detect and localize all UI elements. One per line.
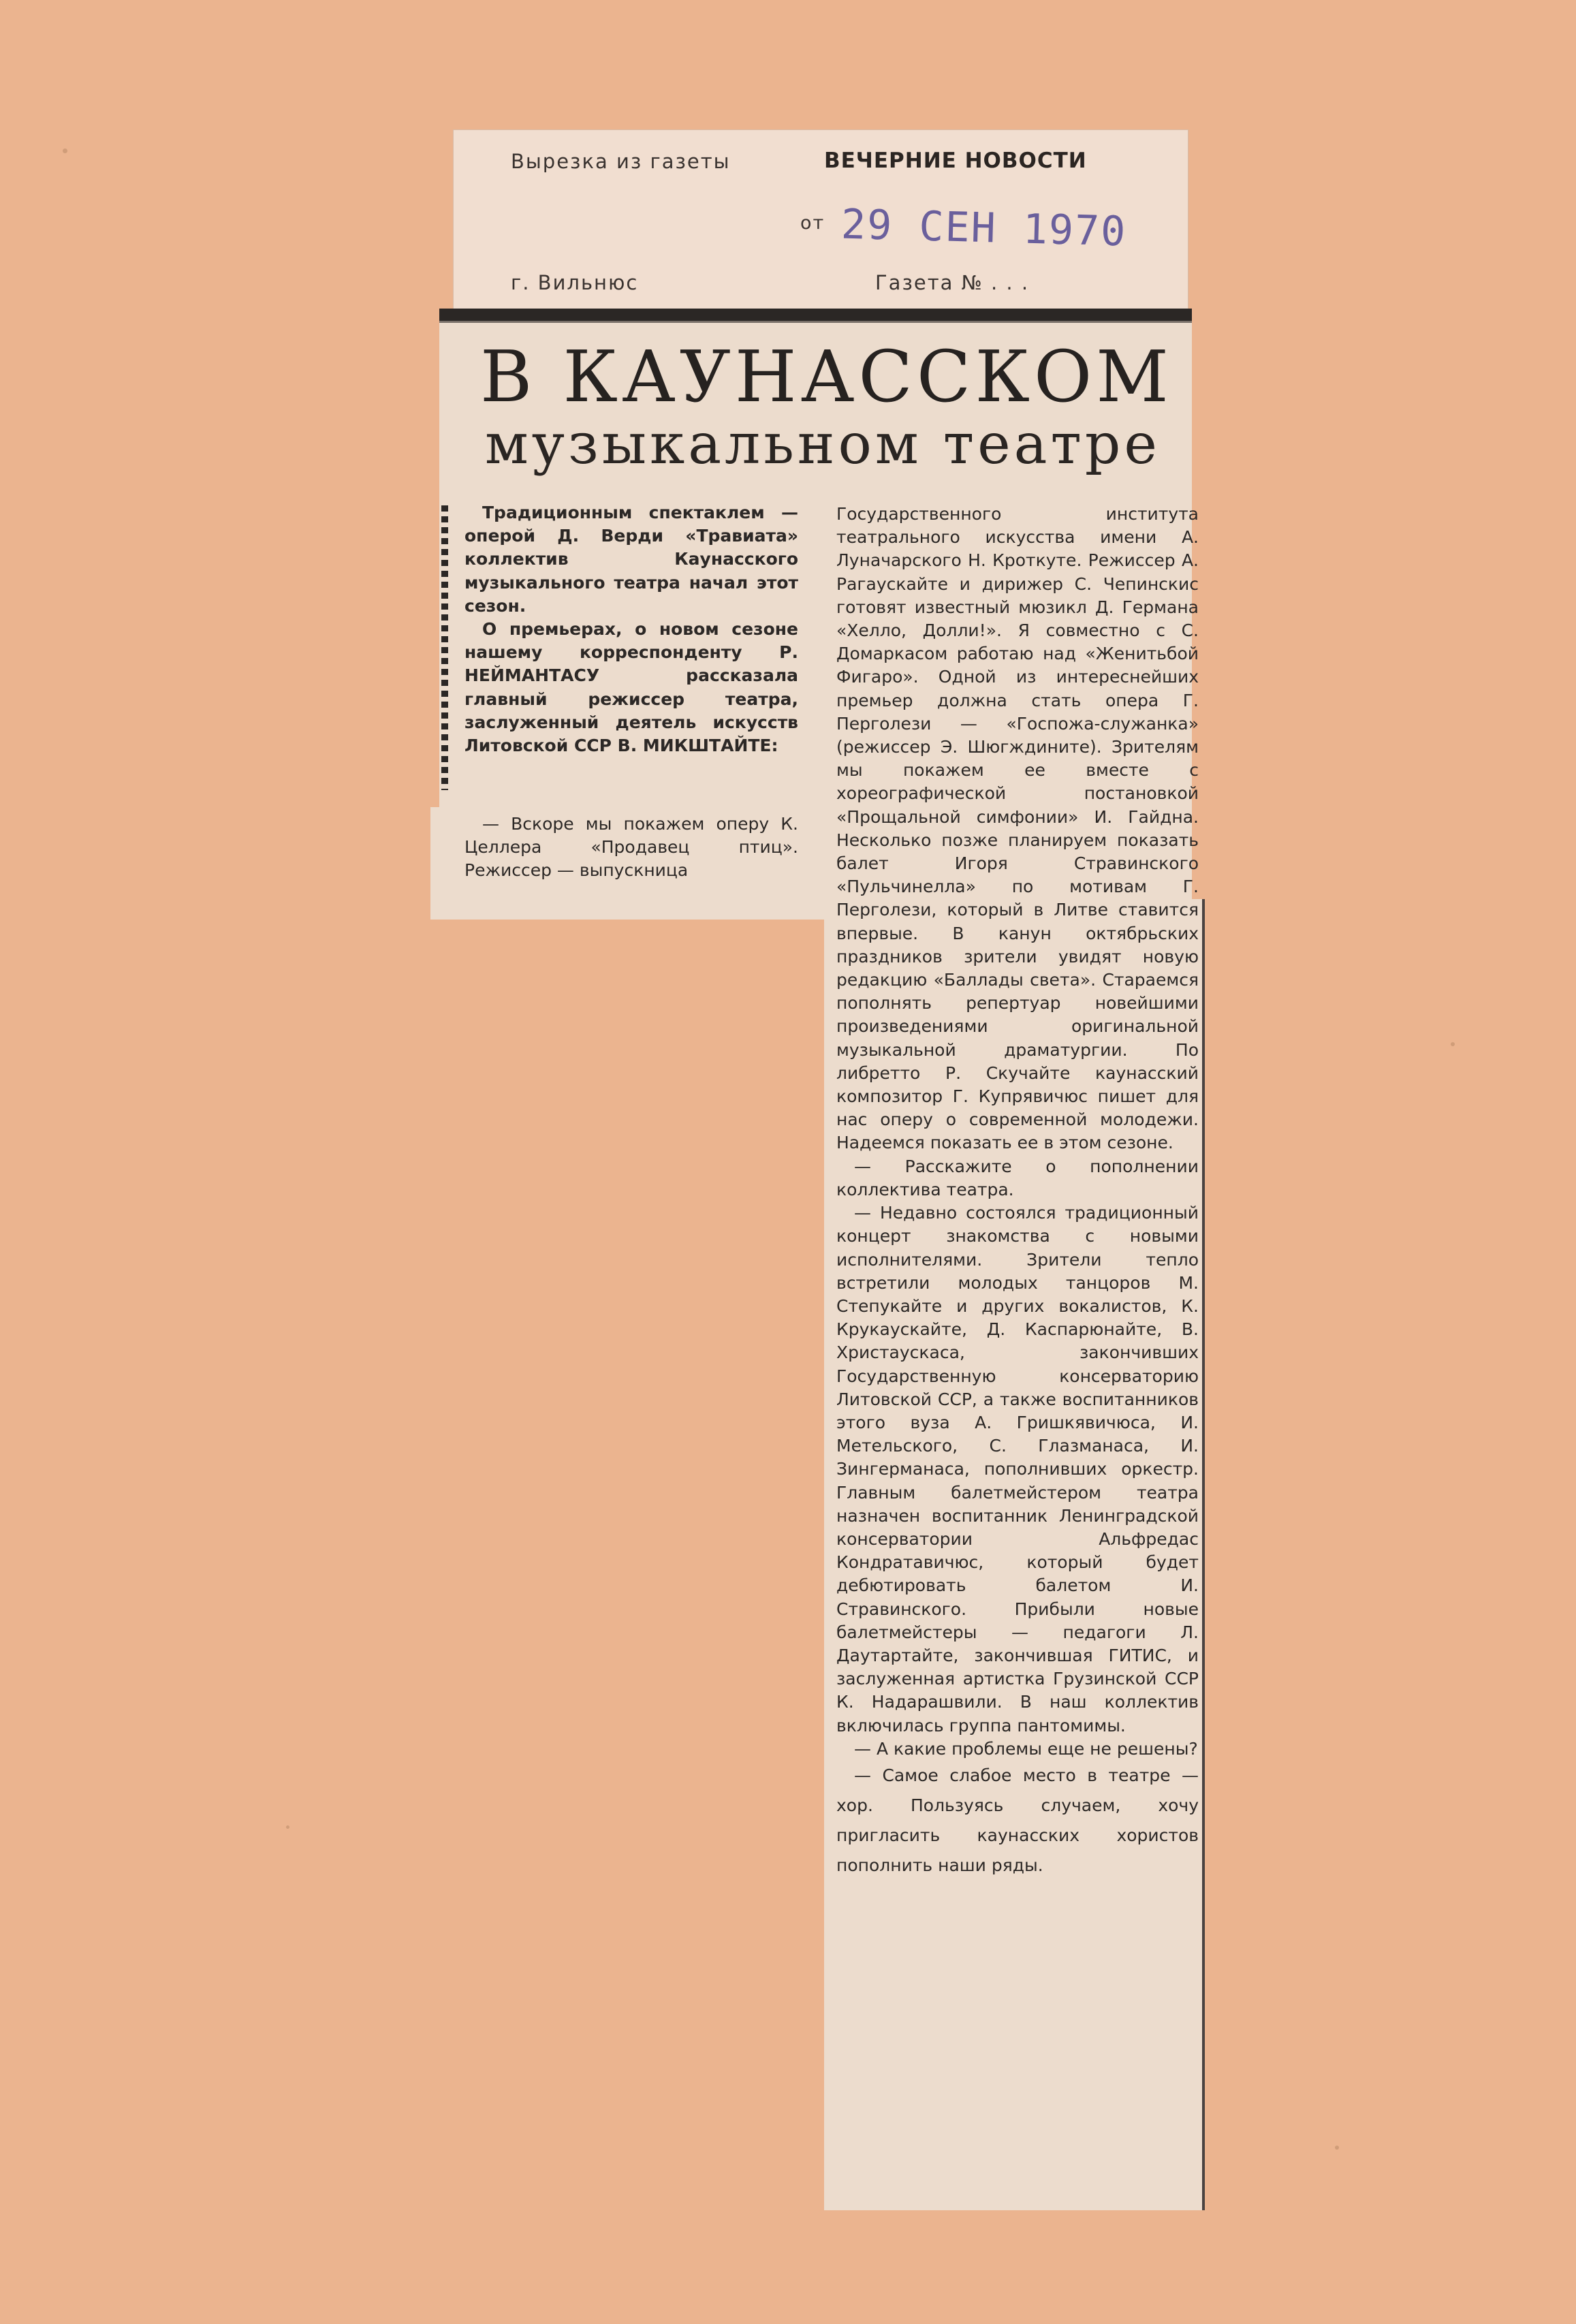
- article-body-column-left: [464, 813, 798, 883]
- interview-answer: — Самое слабое место в театре — хор. Пользуясь случаем, хочу пригласить каунасских хористов пополнить наши ряды.: [836, 1765, 1199, 1875]
- body-paragraph: — Вскоре мы покажем оперу К. Целлера «Продавец птиц». Режиссер — выпускница: [464, 814, 798, 881]
- clipping-from-label: Вырезка из газеты: [511, 150, 731, 173]
- newspaper-name: ВЕЧЕРНИЕ НОВОСТИ: [824, 148, 1087, 173]
- interview-question: — Расскажите о пополнении коллектива театра.: [836, 1156, 1199, 1199]
- interview-question: — А какие проблемы еще не решены?: [854, 1738, 1198, 1759]
- headline-line2: музыкальном театре: [485, 412, 1161, 477]
- lead-paragraph: Традиционным спектаклем — оперой Д. Верди «Травиата» коллектив Каунасского музыкального театра начал этот сезон.: [464, 503, 798, 616]
- lead-paragraph: О премьерах, о новом сезоне нашему корреспонденту Р. НЕЙМАНТАСУ рассказала главный режиссер театра, заслуженный деятель искусств Литовской ССР В. МИКШТАЙТЕ:: [464, 619, 798, 756]
- lead-margin-rule: [441, 505, 448, 790]
- city-label: г. Вильнюс: [511, 271, 639, 294]
- article-lead-column: [464, 501, 798, 757]
- date-prefix: от: [800, 213, 825, 234]
- date-stamp: 29 СЕН 1970: [840, 200, 1128, 256]
- headline-line1: В КАУНАССКОМ: [480, 335, 1173, 418]
- header-rule: [439, 309, 1192, 321]
- interview-answer: — Недавно состоялся традиционный концерт знакомства с новыми исполнителями. Зрители тепло встретили молодых танцоров М. Степукайте и других вокалистов, К. Крукаускайте, Д. Каспарюнайте, В. Христаускаса, закончивших Государственную консерваторию Литовской ССР, а также воспитанников этого вуза А. Гришкявичюса, И. Метельского, С. Глазманаса, И. Зингерманаса, пополнивших оркестр. Главным балетмейстером театра назначен воспитанник Ленинградской консерватории Альфредас Кондратавичюс, который будет дебютировать балетом И. Стравинского. Прибыли новые балетмейстеры — педагоги Л. Даутартайте, закончившая ГИТИС, и заслуженная артистка Грузинской ССР К. Надарашвили. В наш коллектив включилась группа пантомимы.: [836, 1203, 1199, 1736]
- article-body-column-right: [836, 503, 1199, 1881]
- issue-label: Газета № . . .: [875, 271, 1030, 294]
- body-paragraph: Государственного института театрального искусства имени А. Луначарского Н. Кроткуте. Режиссер А. Рагаускайте и дирижер С. Чепинскис готовят известный мюзикл Д. Германа «Хелло, Долли!». Я совместно с С. Домаркасом работаю над «Женитьбой Фигаро». Одной из интереснейших премьер должна стать опера Г. Перголези — «Госпожа-служанка» (режиссер Э. Шюгждините). Зрителям мы покажем ее вместе с хореографической постановкой «Прощальной симфонии» И. Гайдна. Несколько позже планируем показать балет Игоря Стравинского «Пульчинелла» по мотивам Г. Перголези, который в Литве ставится впервые. В канун октябрьских праздников зрители увидят новую редакцию «Баллады света». Стараемся пополнять репертуар новейшими произведениями оригинальной музыкальной драматургии. По либретто Р. Скучайте каунасский композитор Г. Купрявичюс пишет для нас оперу о современной молодежи. Надеемся показать ее в этом сезоне.: [836, 504, 1199, 1153]
